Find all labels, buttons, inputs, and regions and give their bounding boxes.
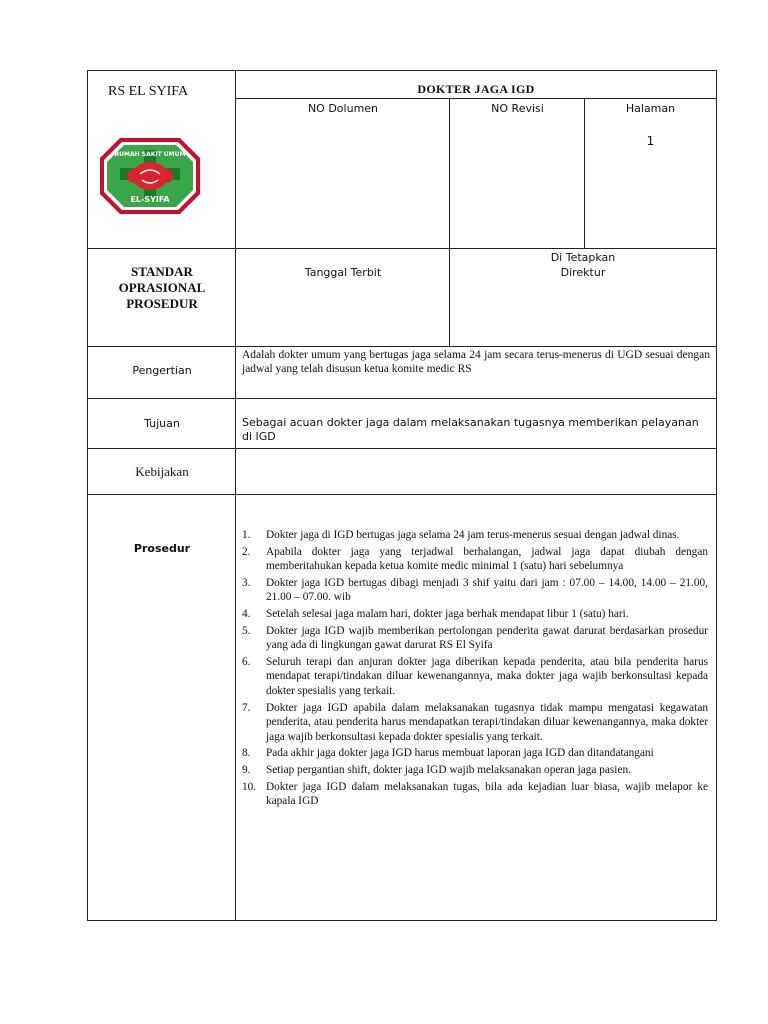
prosedur-item-text: Pada akhir jaga dokter jaga IGD harus membuat laporan jaga IGD dan ditandatangani bbox=[266, 747, 654, 760]
row-separator-5 bbox=[87, 494, 717, 495]
kebijakan-label: Kebijakan bbox=[135, 464, 189, 479]
header-subline bbox=[235, 98, 716, 99]
prosedur-item bbox=[242, 545, 708, 574]
ditetapkan-line-1: Di Tetapkan bbox=[550, 251, 616, 264]
row-separator-4 bbox=[87, 448, 717, 449]
prosedur-item-number: 10. bbox=[242, 780, 257, 793]
no-dokumen-label: NO Dolumen bbox=[307, 102, 379, 115]
prosedur-item-number: 6. bbox=[242, 655, 251, 668]
row-separator-2 bbox=[87, 346, 717, 347]
prosedur-label: Prosedur bbox=[133, 542, 191, 555]
logo-top-text: RUMAH SAKIT UMUM bbox=[114, 151, 186, 158]
prosedur-item-text: Dokter jaga IGD apabila dalam melaksanakan tugasnya tidak mampu mengatasi kegawatan penderita, atau penderita harus mendapatkan terapi/tindakan diluar kewenangannya, maka dokter jaga wajib berkonsultasi kepada dokter spesialis yang terkait. bbox=[266, 701, 708, 743]
prosedur-item-text: Setelah selesai jaga malam hari, dokter jaga berhak mendapat libur 1 (satu) hari. bbox=[266, 607, 629, 620]
sop-title-line-2: OPRASIONAL bbox=[118, 280, 206, 295]
prosedur-item-number: 1. bbox=[242, 529, 251, 541]
hospital-logo bbox=[98, 136, 202, 216]
pengertian-label: Pengertian bbox=[132, 364, 192, 377]
prosedur-item bbox=[242, 624, 708, 653]
table-border-bottom bbox=[87, 920, 717, 921]
prosedur-item-text: Dokter jaga di IGD bertugas jaga selama 24 jam terus-menerus sesuai dengan jadwal dinas. bbox=[266, 529, 680, 541]
table-border-right bbox=[716, 70, 717, 921]
prosedur-item-number: 2. bbox=[242, 545, 251, 558]
tujuan-text: Sebagai acuan dokter jaga dalam melaksanakan tugasnya memberikan pelayanan di IGD bbox=[242, 416, 699, 443]
prosedur-item bbox=[242, 607, 708, 622]
prosedur-item-number: 3. bbox=[242, 576, 251, 589]
sop-title bbox=[88, 264, 236, 312]
halaman-value: 1 bbox=[646, 134, 655, 148]
header-divider-revisi bbox=[449, 98, 450, 346]
prosedur-list bbox=[242, 528, 708, 811]
prosedur-item-number: 4. bbox=[242, 607, 251, 620]
prosedur-item-text: Apabila dokter jaga yang terjadwal berhalangan, jadwal jaga dapat diubah dengan memberitahukan kepada ketua komite medic minimal 1 (satu) hari sebelumnya bbox=[266, 545, 708, 573]
hospital-name: RS EL SYIFA bbox=[108, 84, 189, 99]
row-separator-1 bbox=[87, 248, 717, 249]
logo-bottom-text: EL-SYIFA bbox=[130, 195, 170, 204]
prosedur-item-text: Setiap pergantian shift, dokter jaga IGD wajib melaksanakan operan jaga pasien. bbox=[266, 763, 631, 776]
sop-title-line-1: STANDAR bbox=[131, 264, 193, 279]
row-separator-3 bbox=[87, 398, 717, 399]
column-divider-left bbox=[235, 70, 236, 921]
halaman-label: Halaman bbox=[625, 102, 676, 115]
ditetapkan-label bbox=[450, 250, 716, 280]
prosedur-item-text: Dokter jaga IGD wajib memberikan pertolongan penderita gawat darurat berdasarkan prosedur yang ada di lingkungan gawat darurat RS El Syifa bbox=[266, 624, 708, 652]
prosedur-item-number: 9. bbox=[242, 763, 251, 776]
prosedur-item bbox=[242, 701, 708, 745]
no-revisi-label: NO Revisi bbox=[491, 102, 544, 115]
sop-title-line-3: PROSEDUR bbox=[126, 296, 198, 311]
tujuan-label: Tujuan bbox=[144, 417, 180, 430]
prosedur-item bbox=[242, 528, 708, 543]
document-title: DOKTER JAGA IGD bbox=[417, 82, 535, 96]
prosedur-item-text: Dokter jaga IGD bertugas dibagi menjadi 3 shif yaitu dari jam : 07.00 – 14.00, 14.00 – 21.00, 21.00 – 07.00. wib bbox=[266, 576, 708, 604]
prosedur-item bbox=[242, 655, 708, 699]
prosedur-item-text: Seluruh terapi dan anjuran dokter jaga diberikan kepada penderita, atau bila penderita harus mendapat terapi/tindakan diluar kewenangannya, maka dokter jaga wajib berkonsultasi kepada dokter spesialis yang terkait. bbox=[266, 655, 708, 697]
prosedur-item-number: 8. bbox=[242, 747, 251, 760]
prosedur-item-text: Dokter jaga IGD dalam melaksanakan tugas, bila ada kejadian luar biasa, wajib melapor ke kapala IGD bbox=[266, 780, 708, 808]
prosedur-item-number: 7. bbox=[242, 701, 251, 714]
table-border-left bbox=[87, 70, 88, 921]
header-divider-halaman bbox=[584, 98, 585, 248]
tanggal-terbit-label: Tanggal Terbit bbox=[304, 266, 382, 279]
prosedur-item bbox=[242, 746, 708, 761]
pengertian-text: Adalah dokter umum yang bertugas jaga selama 24 jam secara terus-menerus di UGD sesuai dengan jadwal yang telah disusun ketua komite medic RS bbox=[242, 349, 710, 375]
prosedur-item bbox=[242, 780, 708, 809]
ditetapkan-line-2: Direktur bbox=[560, 266, 606, 279]
prosedur-item bbox=[242, 763, 708, 778]
prosedur-item-number: 5. bbox=[242, 624, 251, 637]
table-border-top bbox=[87, 70, 717, 71]
prosedur-item bbox=[242, 576, 708, 605]
